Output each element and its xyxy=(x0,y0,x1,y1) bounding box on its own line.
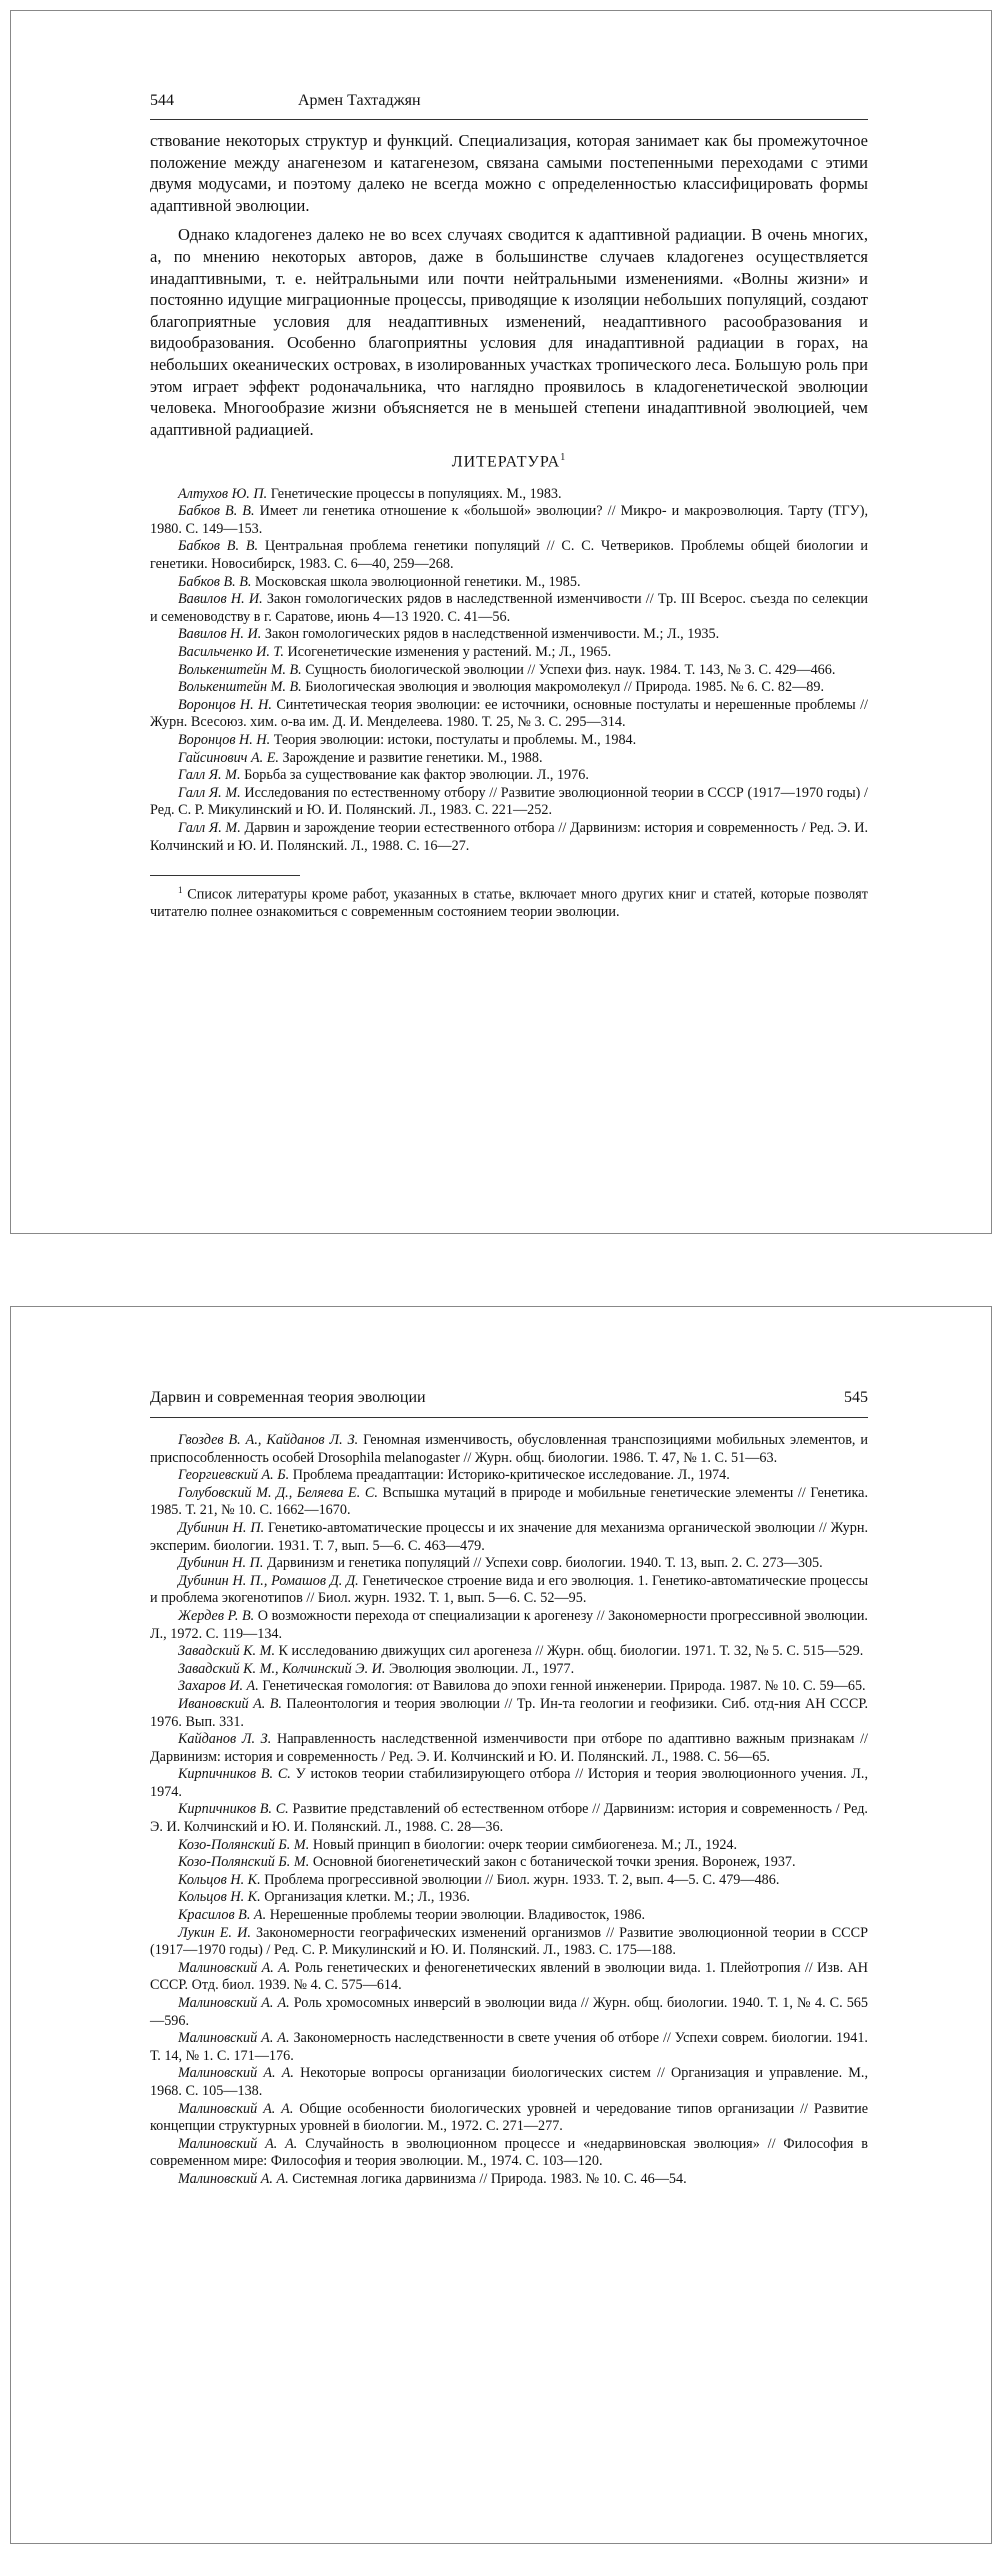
reference-author: Воронцов Н. Н. xyxy=(178,731,271,748)
reference-text: Биологическая эволюция и эволюция макромолекул // Природа. 1985. № 6. С. 82—89. xyxy=(301,679,825,696)
reference-text: Закон гомологических рядов в наследственной изменчивости. М.; Л., 1935. xyxy=(261,626,720,643)
reference-author: Георгиевский А. Б. xyxy=(178,1467,290,1484)
reference-text: У истоков теории стабилизирующего отбора // История и теория эволюционного учения. Л., 1974. xyxy=(150,1766,868,1800)
reference-text: Имеет ли генетика отношение к «большой» эволюции? // Микро- и макроэволюция. Тарту (ТГУ), 1980. С. 149—153. xyxy=(150,503,868,537)
reference-item xyxy=(150,1995,868,2030)
reference-text: Проблема прогрессивной эволюции // Биол. журн. 1933. Т. 2, вып. 4—5. С. 479—486. xyxy=(260,1871,780,1888)
reference-text: Геномная изменчивость, обусловленная транспозициями мобильных элементов, и приспособленность особей Drosophila melanogaster // Журн. общ. биологии. 1986. Т. 47, № 1. С. 51—63. xyxy=(150,1432,869,1466)
reference-text: Генетические процессы в популяциях. М., 1983. xyxy=(267,485,562,502)
reference-author: Малиновский А. А. xyxy=(178,2065,294,2082)
reference-item xyxy=(150,1854,868,1872)
header-rule xyxy=(150,1417,868,1418)
reference-author: Волькенштейн М. В. xyxy=(178,661,302,678)
reference-item xyxy=(150,1872,868,1890)
reference-author: Галл Я. М. xyxy=(178,767,241,784)
reference-text: Генетико-автоматические процессы и их значение для механизма органической эволюции // Журн. эксперим. биологии. 1931. Т. 7, вып. 5—6. С. 463—479. xyxy=(150,1519,868,1554)
reference-text: Новый принцип в биологии: очерк теории симбиогенеза. М.; Л., 1924. xyxy=(309,1836,738,1853)
reference-item xyxy=(150,1608,868,1643)
reference-item xyxy=(150,785,868,820)
running-head-title: Дарвин и современная теория эволюции xyxy=(150,1389,426,1406)
reference-text: Палеонтология и теория эволюции // Тр. Ин-та геологии и геофизики. Сиб. отд-ния АН СССР. 1976. Вып. 331. xyxy=(150,1695,868,1730)
reference-item xyxy=(150,644,868,662)
footnote-mark: 1 xyxy=(560,452,567,464)
reference-text: Нерешенные проблемы теории эволюции. Владивосток, 1986. xyxy=(266,1907,646,1924)
page-body xyxy=(150,1432,868,2189)
reference-text: Генетическое строение вида и его эволюция. 1. Генетико-автоматические процессы и проблема экогенотипов // Биол. журн. 1932. Т. 1, вып. 5—6. С. 52—95. xyxy=(150,1572,868,1607)
reference-author: Малиновский А. А. xyxy=(178,2135,298,2152)
reference-author: Кирпичников В. С. xyxy=(178,1801,289,1818)
page-number: 545 xyxy=(844,1389,868,1406)
reference-item xyxy=(150,732,868,750)
page-body xyxy=(150,130,868,922)
reference-text: Направленность наследственной изменчивости при отборе по адаптивно важным признакам // Дарвинизм: история и современность / Ред. Э. И. Колчинский и Ю. И. Полянский. Л., 1988. С. 56—65. xyxy=(150,1731,868,1765)
reference-item xyxy=(150,626,868,644)
reference-item xyxy=(150,1661,868,1679)
reference-author: Жердев Р. В. xyxy=(178,1607,255,1624)
reference-item xyxy=(150,1837,868,1855)
reference-text: О возможности перехода от специализации к арогенезу // Закономерности прогрессивной эволюции. Л., 1972. С. 119—134. xyxy=(150,1607,868,1642)
reference-author: Бабков В. В. xyxy=(178,503,255,520)
reference-item xyxy=(150,2065,868,2100)
page-number: 544 xyxy=(150,92,174,109)
reference-item xyxy=(150,1731,868,1766)
reference-item xyxy=(150,486,868,504)
reference-text: Развитие представлений об естественном отборе // Дарвинизм: история и современность / Ред. Э. И. Колчинский и Ю. И. Полянский. Л., 1988. С. 28—36. xyxy=(150,1801,868,1836)
reference-item xyxy=(150,662,868,680)
reference-text: Центральная проблема генетики популяций // С. С. Четвериков. Проблемы общей биологии и генетики. Новосибирск, 1983. С. 6—40, 259—268. xyxy=(150,538,869,573)
section-title-text: ЛИТЕРАТУРА xyxy=(451,453,561,471)
reference-item xyxy=(150,1925,868,1960)
reference-author: Кольцов Н. К. xyxy=(178,1871,261,1888)
reference-text: Общие особенности биологических уровней и чередование типов организации // Развитие концепции структурных уровней в биологии. М., 1972. С. 271—277. xyxy=(150,2100,868,2135)
reference-text: Системная логика дарвинизма // Природа. 1983. № 10. С. 46—54. xyxy=(288,2170,687,2187)
reference-list xyxy=(150,486,868,855)
running-head-title: Армен Тахтаджян xyxy=(298,92,421,109)
reference-author: Галл Я. М. xyxy=(178,784,241,801)
reference-item xyxy=(150,1643,868,1661)
reference-text: Эволюция эволюции. Л., 1977. xyxy=(385,1660,575,1677)
reference-item xyxy=(150,1678,868,1696)
reference-author: Кирпичников В. С. xyxy=(178,1766,291,1783)
reference-author: Дубинин Н. П., Ромашов Д. Д. xyxy=(178,1572,359,1589)
reference-item xyxy=(150,1555,868,1573)
reference-author: Васильченко И. Т. xyxy=(178,643,284,660)
reference-author: Козо-Полянский Б. М. xyxy=(178,1836,310,1853)
reference-text: Закономерности географических изменений организмов // Развитие эволюционной теории в СССР (1917—1970 годы) / Ред. С. Р. Микулинский и Ю. И. Полянский. Л., 1983. С. 175—188. xyxy=(150,1924,868,1959)
reference-item xyxy=(150,2171,868,2189)
page-545 xyxy=(0,1306,1002,2554)
body-text xyxy=(150,130,868,440)
reference-item xyxy=(150,1889,868,1907)
reference-text: Московская школа эволюционной генетики. М., 1985. xyxy=(251,573,581,590)
footnote-number: 1 xyxy=(178,885,183,896)
paragraph: Однако кладогенез далеко не во всех случаях сводится к адаптивной радиации. В очень многих, а, по мнению некоторых авторов, даже в большинстве случаев кладогенез осуществляется инадаптивными, т. е. нейтральными или почти нейтральными изменениями. «Волны жизни» и постоянно идущие миграционные процессы, приводящие к изоляции небольших популяций, создают благоприятные условия для неадаптивных изменений, неадаптивного расообразования и видообразования. Особенно благоприятны условия для инадаптивной радиации в горах, на небольших океанических островах, в изолированных участках тропического леса. Большую роль при этом играет эффект родоначальника, что наглядно проявилось в кладогенетической эволюции человека. Многообразие жизни объясняется не в меньшей степени инадаптивной эволюцией, чем адаптивной радиацией. xyxy=(150,225,868,439)
reference-author: Лукин Е. И. xyxy=(178,1924,251,1941)
reference-text: К исследованию движущих сил арогенеза // Журн. общ. биологии. 1971. Т. 32, № 5. С. 515—529. xyxy=(275,1643,864,1660)
reference-author: Малиновский А. А. xyxy=(178,2170,289,2187)
reference-text: Зарождение и развитие генетики. М., 1988. xyxy=(278,749,543,766)
reference-author: Малиновский А. А. xyxy=(178,2030,290,2047)
reference-text: Вспышка мутаций в природе и мобильные генетические элементы // Генетика. 1985. Т. 21, № 10. С. 1662—1670. xyxy=(150,1484,868,1519)
reference-text: Проблема преадаптации: Историко-критическое исследование. Л., 1974. xyxy=(289,1467,730,1484)
page-gap xyxy=(0,1234,1002,1306)
reference-item xyxy=(150,591,868,626)
reference-item xyxy=(150,2030,868,2065)
reference-text: Роль хромосомных инверсий в эволюции вида // Журн. общ. биологии. 1940. Т. 1, № 4. С. 565—596. xyxy=(150,1995,868,2029)
reference-author: Воронцов Н. Н. xyxy=(178,696,272,713)
reference-author: Малиновский А. А. xyxy=(178,1995,290,2011)
reference-text: Закономерность наследственности в свете учения об отборе // Успехи соврем. биологии. 1941. Т. 14, № 1. С. 171—176. xyxy=(150,2030,868,2064)
reference-text: Исогенетические изменения у растений. М.; Л., 1965. xyxy=(283,643,612,660)
paragraph: ствование некоторых структур и функций. Специализация, которая занимает как бы промежуточное положение между анагенезом и катагенезом, связана самыми постепенными переходами с этими двумя модусами, и поэтому далеко не всегда можно с определенностью классифицировать формы адаптивной эволюции. xyxy=(150,131,868,215)
reference-text: Генетическая гомология: от Вавилова до эпохи генной инженерии. Природа. 1987. № 10. С. 59—65. xyxy=(258,1678,866,1695)
reference-author: Голубовский М. Д., Беляева Е. С. xyxy=(178,1484,378,1501)
reference-item xyxy=(150,503,868,538)
footnote-text: Список литературы кроме работ, указанных в статье, включает много других книг и статей, которые позволят читателю полнее ознакомиться с современным состоянием теории эволюции. xyxy=(150,886,868,921)
reference-author: Кайданов Л. З. xyxy=(178,1731,272,1748)
reference-text: Закон гомологических рядов в наследственной изменчивости // Тр. III Всерос. съезда по селекции и семеноводству в г. Саратове, июнь 4—13 1920. С. 41—56. xyxy=(150,591,868,625)
reference-item xyxy=(150,1485,868,1520)
reference-item xyxy=(150,1696,868,1731)
reference-item xyxy=(150,750,868,768)
reference-text: Теория эволюции: истоки, постулаты и проблемы. М., 1984. xyxy=(270,731,637,748)
reference-item xyxy=(150,538,868,573)
page-544 xyxy=(0,0,1002,1234)
reference-author: Дубинин Н. П. xyxy=(178,1519,265,1536)
footnote-rule xyxy=(150,875,300,876)
reference-item xyxy=(150,767,868,785)
reference-item xyxy=(150,1801,868,1836)
reference-author: Малиновский А. А. xyxy=(178,1959,291,1976)
reference-item xyxy=(150,1766,868,1801)
reference-text: Исследования по естественному отбору // Развитие эволюционной теории в СССР (1917—1970 годы) / Ред. С. Р. Микулинский и Ю. И. Полянский. Л., 1983. С. 221—252. xyxy=(150,784,869,819)
reference-text: Случайность в эволюционном процессе и «недарвиновская эволюция» // Философия в современном мире: Философия и теория эволюции. М., 1974. С. 103—120. xyxy=(150,2135,868,2170)
reference-author: Галл Я. М. xyxy=(178,819,241,836)
reference-item xyxy=(150,679,868,697)
reference-item xyxy=(150,1573,868,1608)
reference-author: Козо-Полянский Б. М. xyxy=(178,1854,310,1871)
reference-text: Некоторые вопросы организации биологических систем // Организация и управление. М., 1968. С. 105—138. xyxy=(150,2065,868,2099)
reference-item xyxy=(150,1467,868,1485)
reference-item xyxy=(150,1907,868,1925)
reference-text: Основной биогенетический закон с ботанической точки зрения. Воронеж, 1937. xyxy=(309,1854,796,1871)
reference-author: Захаров И. А. xyxy=(178,1678,259,1695)
reference-item xyxy=(150,1520,868,1555)
reference-item xyxy=(150,574,868,592)
reference-author: Ивановский А. В. xyxy=(178,1695,282,1712)
reference-author: Завадский К. М. xyxy=(178,1643,275,1660)
reference-item xyxy=(150,697,868,732)
reference-author: Красилов В. А. xyxy=(178,1907,267,1924)
reference-author: Гайсинович А. Е. xyxy=(178,749,279,766)
reference-author: Вавилов Н. И. xyxy=(178,626,262,643)
reference-author: Алтухов Ю. П. xyxy=(178,485,268,502)
reference-author: Бабков В. В. xyxy=(178,538,259,555)
section-title xyxy=(150,452,868,471)
reference-text: Борьба за существование как фактор эволюции. Л., 1976. xyxy=(240,767,589,784)
reference-author: Бабков В. В. xyxy=(178,573,252,590)
reference-author: Гвоздев В. А., Кайданов Л. З. xyxy=(178,1432,359,1448)
reference-author: Вавилов Н. И. xyxy=(178,591,263,608)
reference-list xyxy=(150,1432,868,2189)
footnote xyxy=(150,882,868,922)
reference-text: Роль генетических и феногенетических явлений в эволюции вида. 1. Плейотропия // Изв. АН СССР. Отд. биол. 1939. № 4. С. 575—614. xyxy=(150,1959,868,1994)
reference-author: Дубинин Н. П. xyxy=(178,1555,264,1572)
reference-text: Организация клетки. М.; Л., 1936. xyxy=(260,1889,470,1906)
reference-author: Кольцов Н. К. xyxy=(178,1889,261,1906)
reference-author: Волькенштейн М. В. xyxy=(178,679,302,696)
reference-text: Сущность биологической эволюции // Успехи физ. наук. 1984. Т. 143, № 3. С. 429—466. xyxy=(301,661,836,678)
reference-item xyxy=(150,1432,868,1467)
reference-text: Синтетическая теория эволюции: ее источники, основные постулаты и нерешенные проблемы // Журн. Всесоюз. хим. о-ва им. Д. И. Менделеева. 1980. Т. 25, № 3. С. 295—314. xyxy=(150,696,868,731)
reference-item xyxy=(150,2136,868,2171)
header-rule xyxy=(150,119,868,120)
reference-item xyxy=(150,820,868,855)
reference-text: Дарвинизм и генетика популяций // Успехи совр. биологии. 1940. Т. 13, вып. 2. С. 273—305. xyxy=(263,1555,823,1572)
reference-author: Малиновский А. А. xyxy=(178,2100,294,2117)
reference-item xyxy=(150,2101,868,2136)
reference-author: Завадский К. М., Колчинский Э. И. xyxy=(178,1660,386,1677)
reference-text: Дарвин и зарождение теории естественного отбора // Дарвинизм: история и современность / Ред. Э. И. Колчинский и Ю. И. Полянский. Л., 1988. С. 16—27. xyxy=(150,819,868,854)
reference-item xyxy=(150,1960,868,1995)
